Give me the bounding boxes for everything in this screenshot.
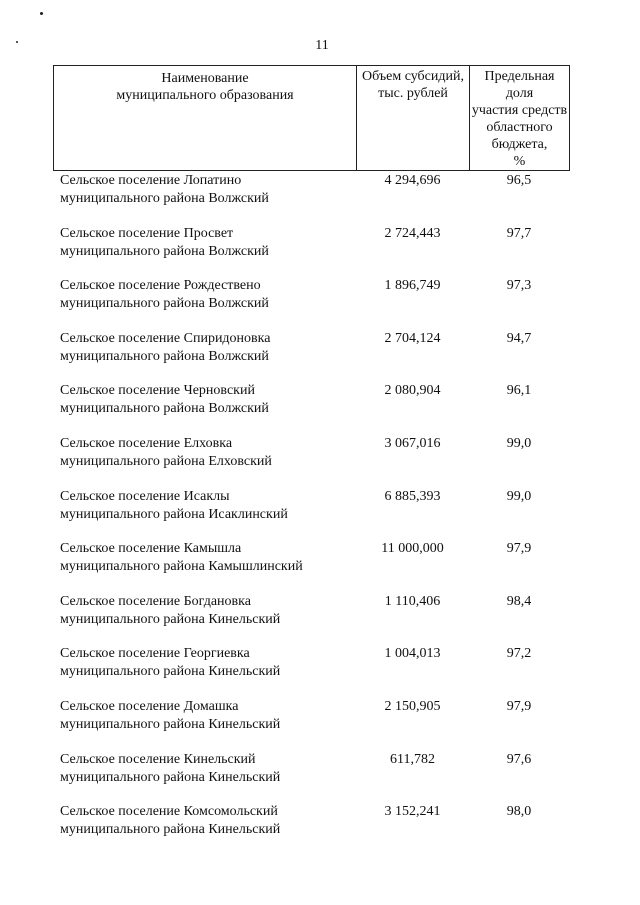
- header-volume-line: тыс. рублей: [378, 86, 448, 101]
- table-row: [60, 645, 570, 698]
- table-row: [60, 540, 570, 593]
- row-name-line2: муниципального района Кинельский: [60, 664, 281, 680]
- row-share: 97,9: [506, 541, 532, 557]
- scan-speck: [40, 12, 43, 15]
- row-share: 94,7: [506, 330, 532, 346]
- row-volume: 1 110,406: [384, 593, 441, 609]
- header-name-line: муниципального образования: [116, 88, 294, 103]
- row-name-line1: Сельское поселение Георгиевка: [60, 646, 250, 662]
- table-row: [60, 225, 570, 278]
- row-share: 99,0: [506, 435, 532, 451]
- header-share-line: доля: [505, 86, 534, 101]
- row-volume: 1 004,013: [384, 646, 441, 662]
- row-name: [60, 488, 360, 524]
- header-volume-line: Объем субсидий,: [362, 69, 464, 84]
- table-row: [60, 751, 570, 804]
- page-number: 11: [315, 38, 329, 53]
- table-body: [60, 172, 570, 856]
- table-row: [60, 435, 570, 488]
- row-name-line2: муниципального района Кинельский: [60, 769, 281, 785]
- header-share-line: бюджета,: [491, 137, 548, 152]
- row-name: [60, 593, 360, 629]
- header-share: [470, 66, 569, 170]
- table-row: [60, 593, 570, 646]
- row-share: 96,5: [506, 173, 532, 188]
- row-name: [60, 435, 360, 471]
- row-volume: 611,782: [390, 751, 435, 767]
- header-share-line: областного: [486, 120, 553, 135]
- row-name: [60, 330, 360, 366]
- row-name: [60, 540, 360, 576]
- row-name-line1: Сельское поселение Рождествено: [60, 278, 261, 294]
- table-row: [60, 382, 570, 435]
- header-name-line: Наименование: [161, 71, 249, 86]
- row-name-line1: Сельское поселение Черновский: [60, 383, 255, 399]
- table-row: [60, 172, 570, 225]
- table-row: [60, 698, 570, 751]
- row-name-line2: муниципального района Кинельский: [60, 716, 281, 732]
- row-name: [60, 225, 360, 261]
- row-name: [60, 751, 360, 787]
- row-share: 98,4: [506, 593, 532, 609]
- header-share-line: %: [513, 154, 526, 169]
- row-volume: 2 704,124: [384, 330, 441, 346]
- row-name-line1: Сельское поселение Спиридоновка: [60, 330, 271, 346]
- row-name-line2: муниципального района Волжский: [60, 191, 269, 206]
- row-share: 99,0: [506, 488, 532, 504]
- row-volume: 4 294,696: [384, 173, 441, 188]
- row-name-line2: муниципального района Волжский: [60, 401, 269, 417]
- row-name-line2: муниципального района Кинельский: [60, 822, 281, 838]
- row-name: [60, 172, 360, 208]
- row-name-line1: Сельское поселение Елховка: [60, 435, 233, 451]
- table-row: [60, 330, 570, 383]
- row-volume: 2 150,905: [384, 698, 441, 714]
- row-name-line1: Сельское поселение Лопатино: [60, 173, 242, 188]
- row-name-line1: Сельское поселение Комсомольский: [60, 804, 278, 820]
- row-name-line2: муниципального района Волжский: [60, 348, 269, 364]
- row-volume: 2 080,904: [384, 383, 441, 399]
- table-header: [53, 65, 570, 171]
- row-name-line1: Сельское поселение Богдановка: [60, 593, 251, 609]
- row-volume: 3 067,016: [384, 435, 441, 451]
- row-name: [60, 803, 360, 839]
- row-name: [60, 645, 360, 681]
- row-volume: 2 724,443: [384, 225, 441, 241]
- row-volume: 6 885,393: [384, 488, 441, 504]
- row-volume: 11 000,000: [381, 541, 444, 557]
- table-row: [60, 488, 570, 541]
- row-name-line1: Сельское поселение Кинельский: [60, 751, 256, 767]
- row-name-line2: муниципального района Камышлинский: [60, 559, 303, 575]
- row-share: 96,1: [506, 383, 532, 399]
- row-share: 97,7: [506, 225, 532, 241]
- row-share: 97,9: [506, 698, 532, 714]
- row-name-line1: Сельское поселение Домашка: [60, 698, 239, 714]
- row-share: 97,3: [506, 278, 532, 294]
- row-name-line2: муниципального района Волжский: [60, 296, 269, 312]
- row-name-line1: Сельское поселение Исаклы: [60, 488, 230, 504]
- header-share-line: Предельная: [484, 69, 555, 84]
- row-name-line1: Сельское поселение Просвет: [60, 225, 234, 241]
- row-volume: 3 152,241: [384, 804, 441, 820]
- row-volume: 1 896,749: [384, 278, 441, 294]
- header-volume: [357, 66, 470, 170]
- row-name-line1: Сельское поселение Камышла: [60, 541, 242, 557]
- row-share: 98,0: [506, 804, 532, 820]
- row-share: 97,6: [506, 751, 532, 767]
- table-row: [60, 277, 570, 330]
- row-name-line2: муниципального района Кинельский: [60, 611, 281, 627]
- row-name: [60, 277, 360, 313]
- table-row: [60, 803, 570, 856]
- row-name-line2: муниципального района Елховский: [60, 453, 272, 469]
- row-name-line2: муниципального района Исаклинский: [60, 506, 288, 522]
- row-name-line2: муниципального района Волжский: [60, 243, 269, 259]
- row-name: [60, 382, 360, 418]
- header-name: [54, 66, 357, 170]
- header-share-line: участия средств: [471, 103, 568, 118]
- row-share: 97,2: [506, 646, 532, 662]
- row-name: [60, 698, 360, 734]
